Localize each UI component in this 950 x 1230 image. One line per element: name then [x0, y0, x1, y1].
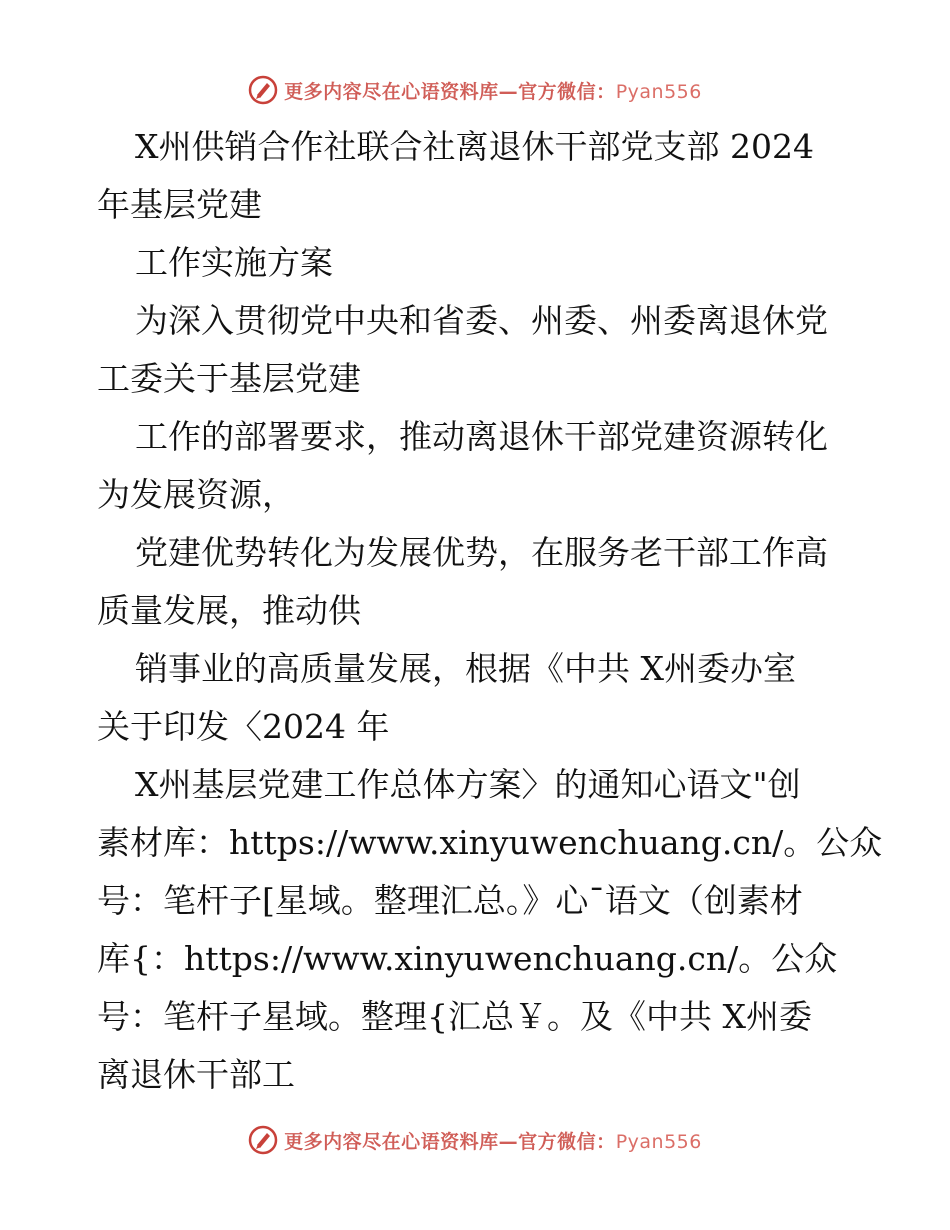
- doc-line: 工作的部署要求，推动离退休干部党建资源转化: [135, 417, 828, 456]
- watermark-banner-bottom: [0, 1120, 950, 1160]
- doc-line: 年基层党建: [97, 185, 262, 224]
- doc-line: X州基层党建工作总体方案〉的通知心语文"创: [135, 765, 801, 804]
- doc-line: 工委关于基层党建: [97, 359, 361, 398]
- doc-line: 为发展资源，: [97, 475, 295, 514]
- doc-line: 销事业的高质量发展，根据《中共 X州委办室: [135, 649, 796, 688]
- doc-line: 离退休干部工: [97, 1055, 295, 1094]
- watermark-text: 更多内容尽在心语资料库—官方微信：Pyan556: [284, 1130, 702, 1153]
- doc-line: 质量发展，推动供: [97, 591, 361, 630]
- document-body: [97, 118, 883, 1104]
- doc-line: 号：笔杆子星域。整理{汇总￥。及《中共 X州委: [97, 997, 812, 1036]
- doc-line: 为深入贯彻党中央和省委、州委、州委离退休党: [135, 301, 828, 340]
- doc-line: X州供销合作社联合社离退休干部党支部 2024: [135, 127, 814, 166]
- watermark-banner-top: [0, 70, 950, 110]
- doc-line: 号：笔杆子[星域。整理汇总。》心¯语文（创素材: [97, 881, 803, 920]
- watermark-text: 更多内容尽在心语资料库—官方微信：Pyan556: [284, 80, 702, 103]
- doc-line: 库{：https://www.xinyuwenchuang.cn/。公众: [97, 939, 838, 978]
- doc-line: 工作实施方案: [135, 243, 333, 282]
- brand-logo-icon: [248, 1125, 278, 1155]
- doc-line: 党建优势转化为发展优势，在服务老干部工作高: [135, 533, 828, 572]
- brand-logo-icon: [248, 75, 278, 105]
- doc-line: 素材库：https://www.xinyuwenchuang.cn/。公众: [97, 823, 883, 862]
- doc-line: 关于印发〈2024 年: [97, 707, 390, 746]
